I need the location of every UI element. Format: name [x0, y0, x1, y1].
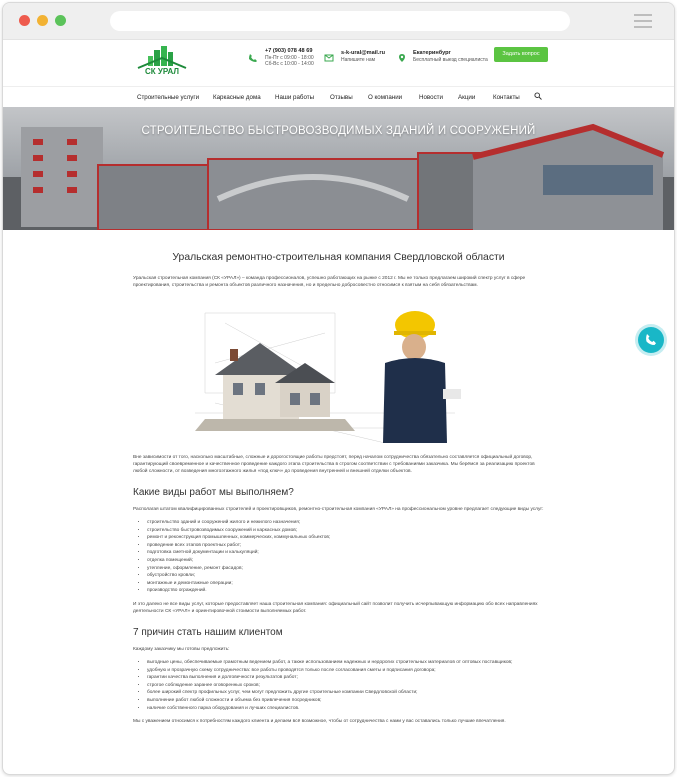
nav-item-contacts[interactable]: Контакты: [493, 94, 520, 101]
nav-item-reviews[interactable]: Отзывы: [330, 94, 353, 101]
main-content: [3, 252, 674, 725]
contract-paragraph: Вне зависимости от того, насколько масштабные, сложные и дорогостоящие работы предстоят, перед началом сотрудничества обязательно составляется официальный договор, гарантирующий своевременное и качественное проведение каждого этапа строительства в строгом соответствии с требованиями заказчика. Мы берёмся за реализацию проектов любой сложности, от возведения многоэтажного жилья «под ключ» до проведения внутренней и внешней отделки объектов.: [133, 455, 535, 474]
reasons-heading: 7 причин стать нашим клиентом: [133, 626, 283, 638]
list-item: • строительство быстровозводимых сооружений и каркасных домов;: [147, 527, 544, 535]
reasons-list: [133, 659, 544, 712]
hero-banner: [3, 107, 674, 230]
nav-item-about[interactable]: О компании: [368, 94, 403, 101]
list-item: • выгодные цены, обеспечиваемые грамотным ведением работ, а также использованием надежных и недорогих строительных материалов от оптовых поставщиков;: [147, 659, 544, 667]
services-list: [133, 519, 544, 595]
nav-item-construction[interactable]: Строительные услуги: [137, 94, 200, 101]
services-heading: Какие виды работ мы выполняем?: [133, 487, 294, 498]
ask-question-button[interactable]: Задать вопрос: [494, 47, 548, 62]
nav-item-news[interactable]: Новости: [419, 94, 443, 101]
list-item: • ремонт и реконструкция промышленных, коммерческих, коммунальных объектов;: [147, 534, 544, 542]
phone-icon: [248, 53, 258, 63]
services-outro: И это далеко не все виды услуг, которые предоставляет наша строительная компания: официальный сайт позволит получить исчерпывающую информацию обо всех направлениях деятельности СК «УРАЛ» и ориентировочной стоимости выполняемых работ.: [133, 601, 538, 614]
maximize-window-icon[interactable]: [55, 15, 66, 26]
city-note: Бесплатный выезд специалиста: [413, 56, 488, 63]
browser-window: [2, 2, 675, 775]
logo-text: СК УРАЛ: [145, 67, 179, 76]
intro-paragraph: Уральская строительная компания (СК «УРАЛ») – команда профессионалов, успешно работающих на рынке с 2012 г. Мы не только предлагаем широкий спектр услуг в сфере проектирования, строительства и ремонта объектов различного назначения, но и предельно добросовестно относимся к взятым на себя обязательствам.: [133, 276, 526, 288]
architect-illustration: [185, 303, 465, 443]
phone-icon: [638, 327, 664, 353]
phone-number[interactable]: +7 (903) 078 48 69: [265, 48, 313, 54]
list-item: • выполнение работ любой сложности и объема без привлечения посредников;: [147, 697, 544, 705]
nav-item-promo[interactable]: Акции: [458, 94, 476, 101]
email-link[interactable]: s-k-ural@mail.ru: [341, 50, 386, 56]
mail-icon: [324, 53, 334, 63]
closing-paragraph: Мы с уважением относимся к потребностям каждого клиента и делаем всё возможное, чтобы от сотрудничества с нами у вас оставались только лучшие впечатления.: [133, 719, 506, 725]
list-item: • более широкий спектр профильных услуг, чем могут предложить другие строительные компании Свердловской области;: [147, 689, 544, 697]
slider-dots: [325, 220, 361, 230]
hero-title: СТРОИТЕЛЬСТВО БЫСТРОВОЗВОДИМЫХ ЗДАНИЙ И СООРУЖЕНИЙ: [141, 125, 536, 137]
list-item: • наличие собственного парка оборудования и лучших специалистов.: [147, 705, 544, 713]
list-item: • обустройство кровли;: [147, 572, 544, 580]
hours-weekdays: Пн-Пт с 09:00 - 18:00: [265, 54, 314, 61]
list-item: • производство ограждений.: [147, 587, 544, 595]
hamburger-icon[interactable]: [634, 14, 652, 32]
minimize-window-icon[interactable]: [37, 15, 48, 26]
nav-item-our-works[interactable]: Наши работы: [275, 94, 315, 101]
list-item: • подготовка сметной документации и калькуляций;: [147, 549, 544, 557]
callback-button[interactable]: [638, 327, 664, 353]
list-item: • удобную и прозрачную схему сотрудничества: все работы проводятся только после согласования сметы и подписания договора;: [147, 667, 544, 675]
site-header: [3, 40, 674, 86]
list-item: • гарантии качества выполнения и долговечности результатов работ;: [147, 674, 544, 682]
city-name: Екатеринбург: [413, 50, 451, 56]
page-title: Уральская ремонтно-строительная компания Свердловской области: [172, 252, 505, 263]
list-item: • утепление, оформление, ремонт фасадов;: [147, 565, 544, 573]
list-item: • строгое соблюдение заранее оговоренных сроков;: [147, 682, 544, 690]
header-city-block: [413, 50, 488, 63]
list-item: • строительство зданий и сооружений жилого и нежилого назначения;: [147, 519, 544, 527]
close-window-icon[interactable]: [19, 15, 30, 26]
list-item: • отделка помещений;: [147, 557, 544, 565]
main-nav: [3, 86, 674, 107]
list-item: • монтажные и демонтажные операции;: [147, 580, 544, 588]
services-intro: Располагая штатом квалифицированных строителей и проектировщиков, ремонтно-строительная компания «УРАЛ» на профессиональном уровне предлагает следующие виды услуг:: [133, 507, 544, 512]
hours-weekend: Сб-Вс с 10:00 - 14:00: [265, 61, 314, 67]
header-phone-block: [265, 48, 314, 68]
list-item: • проведение всех этапов проектных работ;: [147, 542, 544, 550]
header-email-block: [341, 50, 385, 63]
reasons-intro: Каждому заказчику мы готовы предложить:: [133, 646, 230, 652]
email-note: Напишите нам: [341, 56, 376, 63]
browser-chrome: [3, 3, 674, 40]
location-pin-icon: [397, 53, 407, 63]
nav-item-frame-houses[interactable]: Каркасные дома: [213, 94, 261, 101]
search-icon[interactable]: [534, 92, 542, 100]
address-bar[interactable]: [110, 11, 570, 31]
